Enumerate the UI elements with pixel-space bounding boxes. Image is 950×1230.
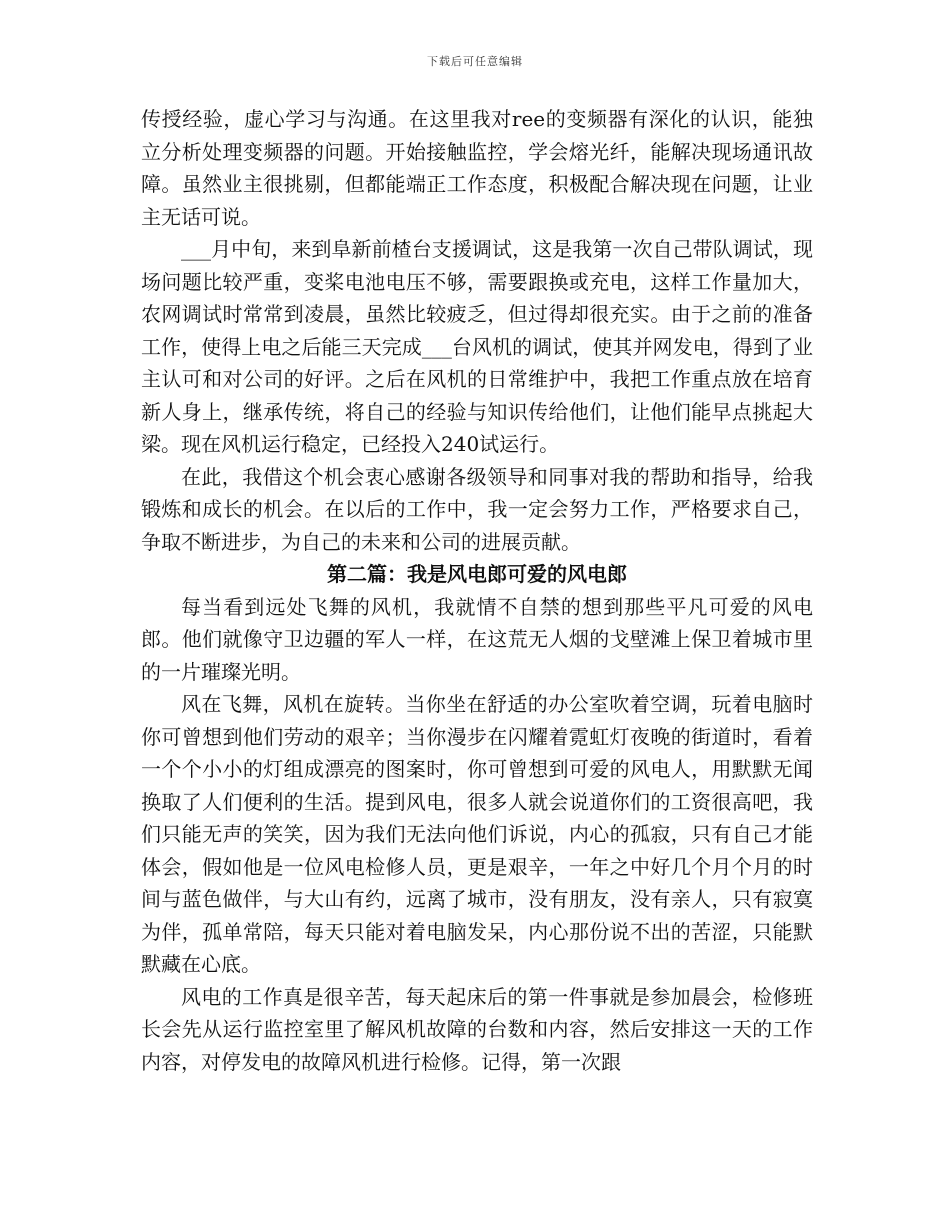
document-body <box>141 103 813 1078</box>
page-header-note: 下载后可任意编辑 <box>427 55 523 68</box>
paragraph-thanks: 在此，我借这个机会衷心感谢各级领导和同事对我的帮助和指导，给我锻炼和成长的机会。在以后的工作中，我一定会努力工作，严格要求自己，争取不断进步，为自己的未来和公司的进展贡献。 <box>141 464 813 554</box>
paragraph-daily-work: 风电的工作真是很辛苦，每天起床后的第一件事就是参加晨会，检修班长会先从运行监控室里了解风机故障的台数和内容，然后安排这一天的工作内容，对停发电的故障风机进行检修。记得，第一次跟 <box>141 984 813 1074</box>
paragraph-wind-turbines: 每当看到远处飞舞的风机，我就情不自禁的想到那些平凡可爱的风电郎。他们就像守卫边疆的军人一样，在这荒无人烟的戈壁滩上保卫着城市里的一片璀璨光明。 <box>141 594 813 684</box>
section-title: 第二篇：我是风电郎可爱的风电郎 <box>327 562 627 586</box>
paragraph-hardship: 风在飞舞，风机在旋转。当你坐在舒适的办公室吹着空调，玩着电脑时你可曾想到他们劳动的艰辛；当你漫步在闪耀着霓虹灯夜晚的街道时，看着一个个小小的灯组成漂亮的图案时，你可曾想到可爱的风电人，用默默无闻换取了人们便利的生活。提到风电，很多人就会说道你们的工资很高吧，我们只能无声的笑笑，因为我们无法向他们诉说，内心的孤寂，只有自己才能体会，假如他是一位风电检修人员，更是艰辛，一年之中好几个月个月的时间与蓝色做伴，与大山有约，远离了城市，没有朋友，没有亲人，只有寂寞为伴，孤单常陪，每天只能对着电脑发呆，内心那份说不出的苦涩，只能默默藏在心底。 <box>141 692 813 976</box>
paragraph-continued: 传授经验，虚心学习与沟通。在这里我对ree的变频器有深化的认识，能独立分析处理变频器的问题。开始接触监控，学会熔光纤，能解决现场通讯故障。虽然业主很挑剔，但都能端正工作态度，积极配合解决现在问题，让业主无话可说。 <box>141 107 813 229</box>
paragraph-debugging: ___月中旬，来到阜新前楂台支援调试，这是我第一次自己带队调试，现场问题比较严重，变桨电池电压不够，需要跟换或充电，这样工作量加大，农网调试时常常到凌晨，虽然比较疲乏，但过得却很充实。由于之前的准备工作，使得上电之后能三天完成___台风机的调试，使其并网发电，得到了业主认可和对公司的好评。之后在风机的日常维护中，我把工作重点放在培育新人身上，继承传统，将自己的经验与知识传给他们，让他们能早点挑起大梁。现在风机运行稳定，已经投入240试运行。 <box>141 237 813 456</box>
